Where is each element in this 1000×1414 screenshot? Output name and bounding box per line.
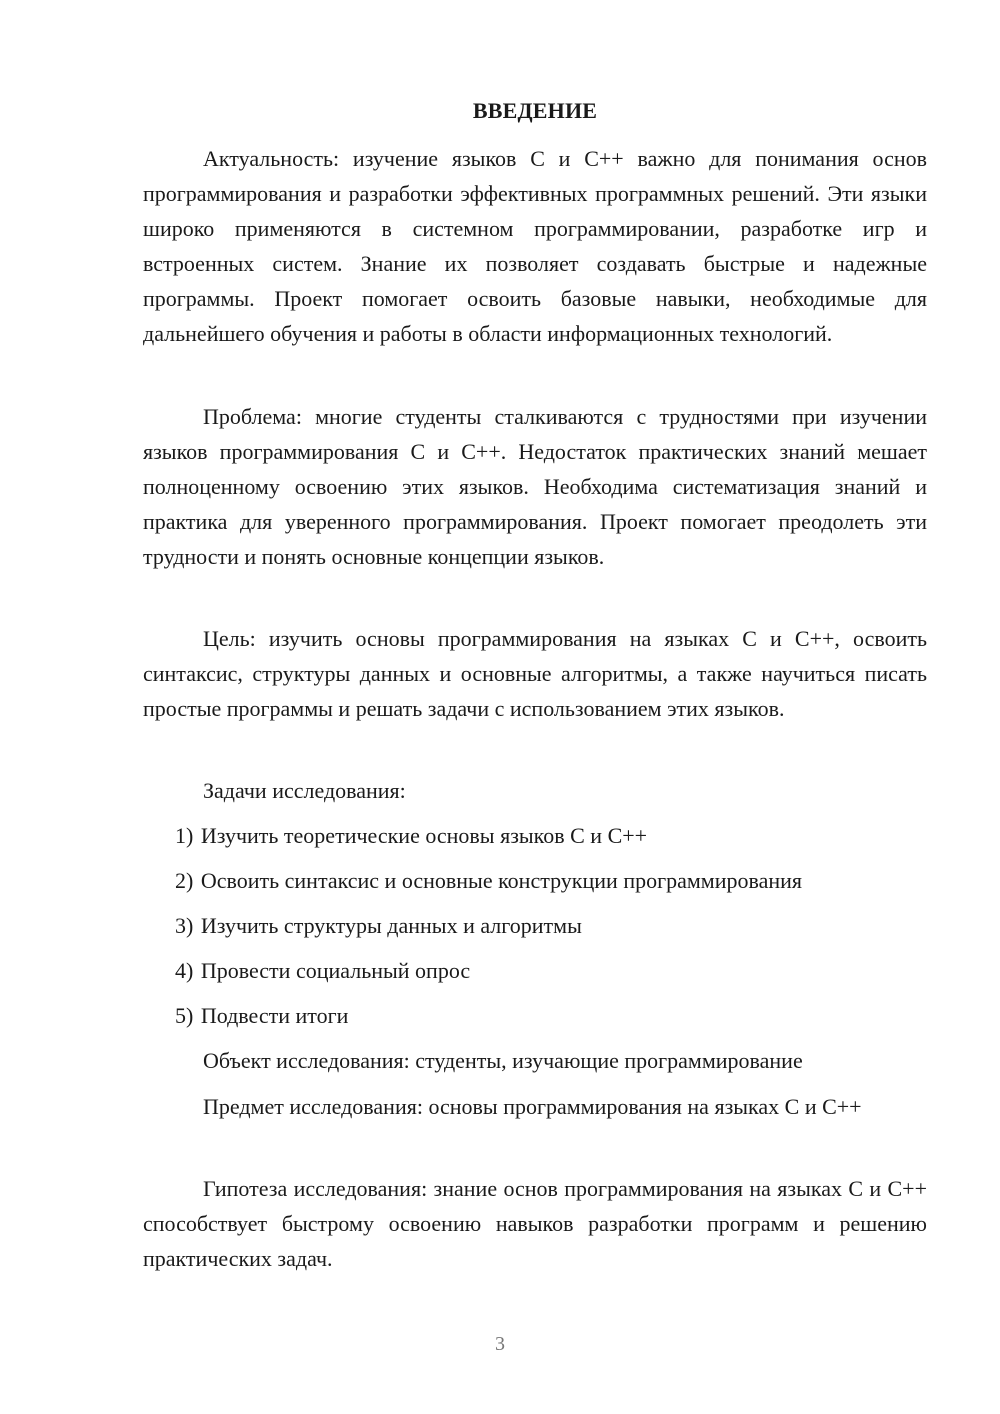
relevance-paragraph: Актуальность: изучение языков С и С++ важно для понимания основ программирования и разработки эффективных программных решений. Эти языки широко применяются в системном программировании, разработке игр и встроенных систем. Знание их позволяет создавать быстрые и надежные программы. Проект помогает освоить базовые навыки, необходимые для дальнейшего обучения и работы в области информационных технологий. <box>143 146 927 346</box>
task-item <box>175 953 470 988</box>
task-item <box>175 863 802 898</box>
task-text: Изучить структуры данных и алгоритмы <box>200 913 582 938</box>
task-text: Провести социальный опрос <box>200 958 471 983</box>
task-number: 4) <box>175 958 194 983</box>
goal-paragraph: Цель: изучить основы программирования на языках С и С++, освоить синтаксис, структуры данных и основные алгоритмы, а также научиться писать простые программы и решать задачи с использованием этих языков. <box>143 626 927 721</box>
hypothesis-paragraph: Гипотеза исследования: знание основ программирования на языках С и С++ способствует быстрому освоению навыков разработки программ и решению практических задач. <box>143 1176 927 1271</box>
object-paragraph: Объект исследования: студенты, изучающие программирование <box>203 1048 803 1073</box>
task-text: Изучить теоретические основы языков С и С++ <box>200 823 648 848</box>
task-item <box>175 908 582 943</box>
subject-paragraph: Предмет исследования: основы программирования на языках С и С++ <box>203 1094 862 1119</box>
page-title: ВВЕДЕНИЕ <box>472 98 598 123</box>
task-item <box>175 998 348 1033</box>
task-number: 3) <box>175 913 194 938</box>
page-number: 3 <box>495 1333 505 1355</box>
task-text: Освоить синтаксис и основные конструкции программирования <box>200 868 803 893</box>
problem-paragraph: Проблема: многие студенты сталкиваются с трудностями при изучении языков программирования С и С++. Недостаток практических знаний мешает полноценному освоению этих языков. Необходима систематизация знаний и практика для уверенного программирования. Проект помогает преодолеть эти трудности и понять основные концепции языков. <box>143 404 927 569</box>
task-number: 5) <box>175 1003 194 1028</box>
task-text: Подвести итоги <box>200 1003 349 1028</box>
task-number: 1) <box>175 823 194 848</box>
task-number: 2) <box>175 868 194 893</box>
task-item <box>175 818 647 853</box>
tasks-heading: Задачи исследования: <box>203 778 406 803</box>
